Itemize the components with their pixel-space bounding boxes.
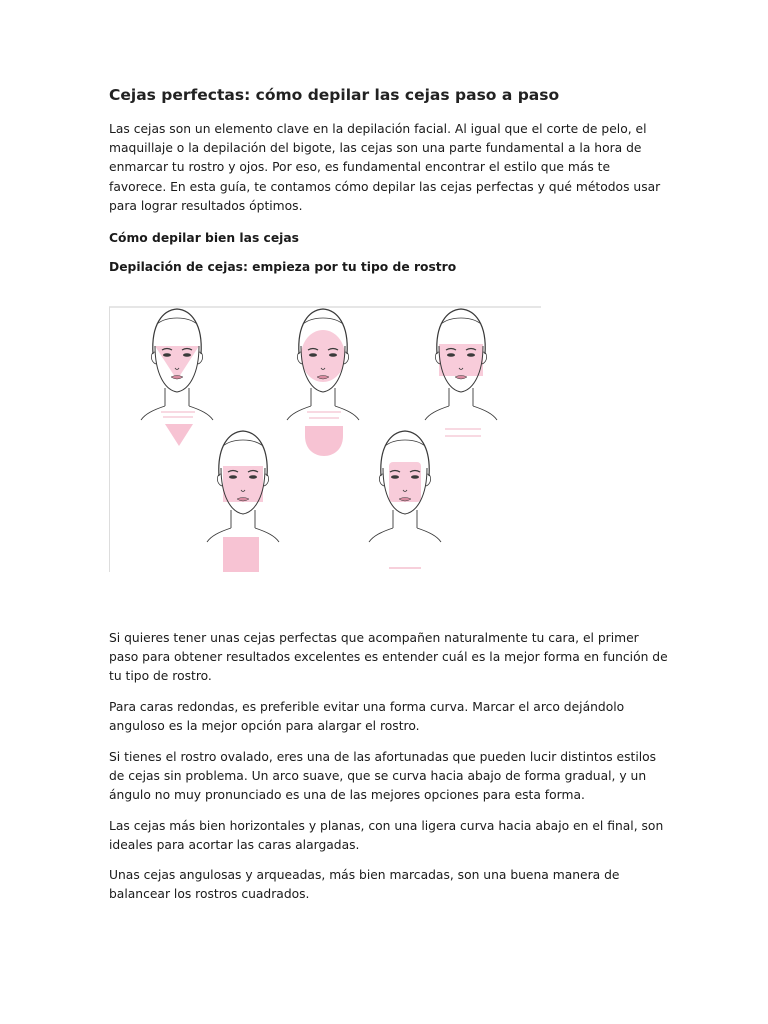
section-heading-rostro: Depilación de cejas: empieza por tu tipo de rostro [109, 260, 457, 274]
paragraph-caras-redondas: Para caras redondas, es preferible evitar una forma curva. Marcar el arco dejándolo anguloso es la mejor opción para alargar el rostro. [109, 700, 625, 734]
face-round [287, 309, 359, 420]
paragraph-rostro-ovalado: Si tienes el rostro ovalado, eres una de las afortunadas que pueden lucir distintos estilos de cejas sin problema. Un arco suave, que se curva hacia abajo de forma gradual, y un ángulo no muy pronunciado es una de las mejores opciones para esta forma. [109, 750, 657, 803]
shape-oval [305, 412, 343, 456]
face-shapes-svg [109, 306, 541, 572]
paragraph-intro-rostro: Si quieres tener unas cejas perfectas que acompañen naturalmente tu cara, el primer paso para obtener resultados excelentes es entender cuál es la mejor forma en función de tu tipo de rostro. [109, 631, 668, 684]
face-square [425, 309, 497, 420]
paragraph-caras-alargadas: Las cejas más bien horizontales y planas, con una ligera curva hacia abajo en el final, son ideales para acortar las caras alargadas. [109, 819, 664, 853]
section-heading-depilar: Cómo depilar bien las cejas [109, 231, 300, 245]
paragraph-rostros-cuadrados: Unas cejas angulosas y arqueadas, más bien marcadas, son una buena manera de balancear los rostros cuadrados. [109, 868, 620, 902]
face-square-lower [207, 431, 279, 542]
intro-paragraph: Las cejas son un elemento clave en la depilación facial. Al igual que el corte de pelo, el maquillaje o la depilación del bigote, las cejas son una parte fundamental a la hora de enmarcar tu rostro y ojos. Por eso, es fundamental encontrar el estilo que más te favorece. En esta guía, te contamos cómo depilar las cejas perfectas y qué métodos usar para lograr resultados óptimos. [109, 122, 661, 213]
face-triangle [141, 309, 213, 420]
face-shapes-illustration [109, 306, 541, 572]
shape-square [223, 537, 259, 572]
shape-triangle [161, 412, 195, 446]
face-oblong [369, 431, 441, 542]
document-title: Cejas perfectas: cómo depilar las cejas paso a paso [109, 86, 560, 104]
shape-lines [445, 429, 481, 436]
